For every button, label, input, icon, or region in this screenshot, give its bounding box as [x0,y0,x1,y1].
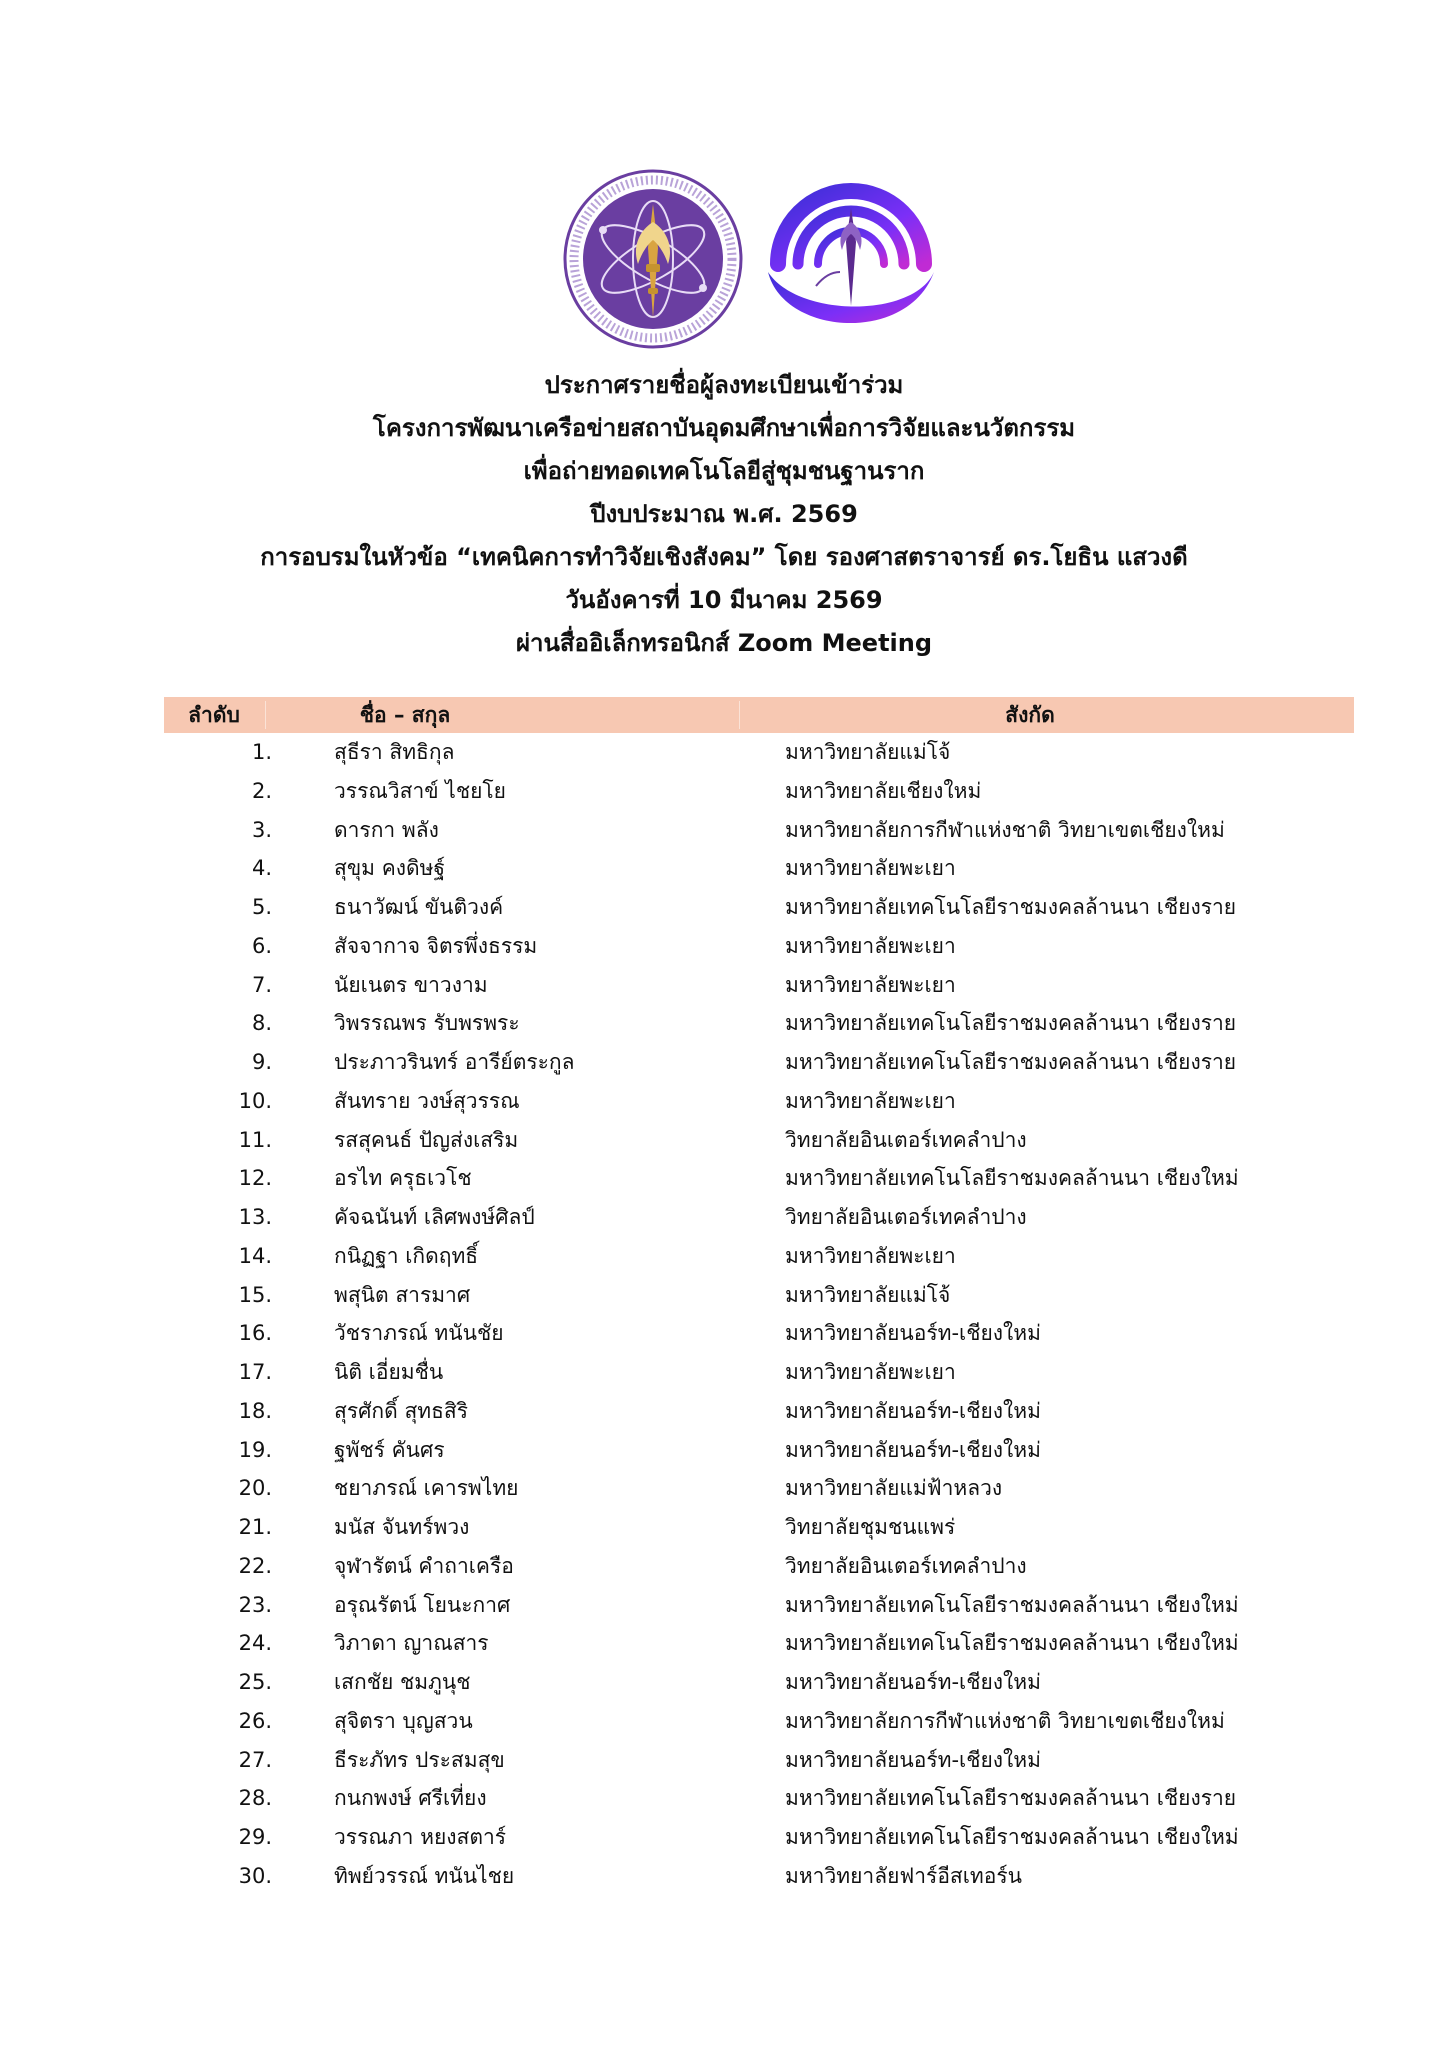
registrant-name: ธนาวัฒน์ ขันติวงค์ [334,895,504,919]
table-row [164,1276,1354,1315]
row-number: 7. [251,972,272,997]
registrant-affiliation: มหาวิทยาลัยเทคโนโลยีราชมงคลล้านนา เชียงราย [785,895,1237,919]
registrant-name: นัยเนตร ขาวงาม [334,972,488,997]
row-number: 18. [238,1398,272,1423]
table-row [164,1547,1354,1586]
registrant-affiliation: มหาวิทยาลัยเทคโนโลยีราชมงคลล้านนา เชียงใหม่ [785,1631,1239,1656]
heading-project: โครงการพัฒนาเครือข่ายสถาบันอุดมศึกษาเพื่อการวิจัยและนวัตกรรม [372,414,1076,442]
registrant-name: วรรณวิสาข์ ไชยโย [334,778,506,803]
registrant-name: สุรศักดิ์ สุทธสิริ [334,1398,469,1423]
table-row [164,1004,1354,1043]
registrant-name: กนิฏฐา เกิดฤทธิ์ [334,1243,479,1268]
table-row [164,1469,1354,1508]
registrant-name: คัจฉนันท์ เลิศพงษ์ศิลป์ [334,1205,535,1229]
registrant-affiliation: มหาวิทยาลัยพะเยา [785,933,956,958]
table-row [164,1508,1354,1547]
registrant-affiliation: มหาวิทยาลัยเทคโนโลยีราชมงคลล้านนา เชียงราย [785,1011,1237,1036]
table-row [164,1082,1354,1121]
registrant-name: อรุณรัตน์ โยนะกาศ [334,1592,511,1617]
table-row [164,1392,1354,1431]
row-number: 24. [238,1631,272,1656]
network-logo [758,168,944,350]
table-row [164,733,1354,772]
registrant-name: ชยาภรณ์ เคารพไทย [334,1476,519,1501]
registrant-affiliation: มหาวิทยาลัยแม่ฟ้าหลวง [785,1476,1003,1501]
registrant-affiliation: วิทยาลัยอินเตอร์เทคลำปาง [785,1127,1027,1152]
row-number: 14. [238,1243,272,1268]
registrant-name: รสสุคนธ์ ปัญส่งเสริม [334,1127,519,1152]
registrant-name: ทิพย์วรรณ์ ทนันไชย [334,1863,515,1888]
network-emblem-icon [758,168,944,350]
heading-fiscal-year: ปีงบประมาณ พ.ศ. 2569 [590,500,858,528]
registrant-name: ดารกา พลัง [334,817,439,842]
table-row [164,1353,1354,1392]
heading-date: วันอังคารที่ 10 มีนาคม 2569 [565,586,883,614]
registrant-name: วิพรรณพร รับพรพระ [334,1011,520,1036]
table-header [164,697,1354,733]
row-number: 15. [238,1282,272,1307]
row-number: 22. [238,1553,272,1578]
table-body [164,733,1354,1896]
registrant-affiliation: มหาวิทยาลัยแม่โจ้ [785,1282,951,1307]
registrant-name: สุจิตรา บุญสวน [334,1708,473,1733]
row-number: 12. [238,1166,272,1191]
table-row [164,888,1354,927]
table-row [164,1043,1354,1082]
table-row [164,1198,1354,1237]
row-number: 10. [238,1088,272,1113]
registrant-name: เสกชัย ชมภูนุช [334,1670,471,1694]
mhesi-ministry-logo [562,168,744,350]
registrant-affiliation: มหาวิทยาลัยนอร์ท-เชียงใหม่ [785,1747,1041,1772]
registrant-affiliation: มหาวิทยาลัยนอร์ท-เชียงใหม่ [785,1321,1041,1346]
row-number: 19. [238,1437,272,1462]
heading-title: ประกาศรายชื่อผู้ลงทะเบียนเข้าร่วม [544,371,904,399]
registrant-affiliation: มหาวิทยาลัยพะเยา [785,1360,956,1384]
table-row [164,1431,1354,1470]
row-number: 28. [238,1786,272,1811]
registrant-table [164,697,1354,1896]
row-number: 8. [251,1011,272,1036]
registrant-affiliation: มหาวิทยาลัยฟาร์อีสเทอร์น [785,1863,1023,1888]
heading-project-goal: เพื่อถ่ายทอดเทคโนโลยีสู่ชุมชนฐานราก [523,457,925,485]
registrant-affiliation: มหาวิทยาลัยพะเยา [785,1243,956,1268]
registrant-name: สุขุม คงดิษฐ์ [334,856,446,881]
registrant-name: กนกพงษ์ ศรีเที่ยง [334,1786,487,1811]
registrant-affiliation: มหาวิทยาลัยนอร์ท-เชียงใหม่ [785,1437,1041,1462]
registrant-name: วิภาดา ญาณสาร [334,1631,489,1656]
registrant-affiliation: มหาวิทยาลัยนอร์ท-เชียงใหม่ [785,1670,1041,1694]
row-number: 3. [251,817,272,842]
column-header-no: ลำดับ [188,703,240,727]
row-number: 5. [251,895,272,919]
table-row [164,1624,1354,1663]
table-row [164,1779,1354,1818]
table-row [164,849,1354,888]
registrant-name: นิติ เอี่ยมชื่น [334,1360,444,1384]
heading-medium: ผ่านสื่ออิเล็กทรอนิกส์ Zoom Meeting [515,629,933,657]
row-number: 2. [251,778,272,803]
table-row [164,1663,1354,1702]
row-number: 25. [238,1670,272,1694]
registrant-affiliation: มหาวิทยาลัยเชียงใหม่ [785,778,982,803]
registrant-name: วัชราภรณ์ ทนันชัย [334,1321,504,1346]
row-number: 11. [238,1127,272,1152]
row-number: 29. [238,1825,272,1849]
table-row [164,1702,1354,1741]
registrant-affiliation: มหาวิทยาลัยเทคโนโลยีราชมงคลล้านนา เชียงราย [785,1786,1237,1811]
table-row [164,772,1354,811]
registrant-name: สันทราย วงษ์สุวรรณ [334,1088,520,1113]
registrant-affiliation: มหาวิทยาลัยพะเยา [785,1088,956,1113]
row-number: 13. [238,1205,272,1229]
heading-training-topic: การอบรมในหัวข้อ “เทคนิคการทำวิจัยเชิงสังคม” โดย รองศาสตราจารย์ ดร.โยธิน แสวงดี [260,543,1188,571]
registrant-affiliation: วิทยาลัยอินเตอร์เทคลำปาง [785,1205,1027,1229]
registrant-name: ประภาวรินทร์ อารีย์ตระกูล [334,1050,575,1074]
table-row [164,1159,1354,1198]
registrant-name: สุธีรา สิทธิกุล [334,740,455,764]
row-number: 23. [238,1592,272,1617]
registrant-name: ธีระภัทร ประสมสุข [334,1747,505,1772]
table-row [164,927,1354,966]
table-row [164,811,1354,850]
row-number: 4. [251,856,272,881]
registrant-affiliation: มหาวิทยาลัยพะเยา [785,972,956,997]
registrant-affiliation: มหาวิทยาลัยนอร์ท-เชียงใหม่ [785,1398,1041,1423]
registrant-name: วรรณภา หยงสตาร์ [334,1825,507,1849]
registrant-affiliation: วิทยาลัยอินเตอร์เทคลำปาง [785,1553,1027,1578]
table-row [164,1121,1354,1160]
registrant-name: ฐพัชร์ คันศร [334,1437,445,1462]
row-number: 6. [251,933,272,958]
row-number: 20. [238,1476,272,1501]
row-number: 30. [238,1863,272,1888]
registrant-affiliation: มหาวิทยาลัยเทคโนโลยีราชมงคลล้านนา เชียงใหม่ [785,1825,1239,1849]
table-row [164,1741,1354,1780]
row-number: 1. [251,740,272,764]
registrant-affiliation: มหาวิทยาลัยการกีฬาแห่งชาติ วิทยาเขตเชียงใหม่ [785,1708,1225,1733]
registrant-affiliation: มหาวิทยาลัยแม่โจ้ [785,740,951,764]
row-number: 26. [238,1708,272,1733]
registrant-name: สัจจากาจ จิตรพึ่งธรรม [334,933,538,958]
registrant-name: อรไท ครุธเวโช [334,1166,472,1191]
table-row [164,1818,1354,1857]
registrant-affiliation: มหาวิทยาลัยเทคโนโลยีราชมงคลล้านนา เชียงใหม่ [785,1592,1239,1617]
registrant-name: จุฬารัตน์ คำถาเครือ [334,1553,514,1578]
logo-header [0,168,1448,358]
row-number: 27. [238,1747,272,1772]
registrant-affiliation: มหาวิทยาลัยเทคโนโลยีราชมงคลล้านนา เชียงใหม่ [785,1166,1239,1191]
row-number: 16. [238,1321,272,1346]
registrant-affiliation: มหาวิทยาลัยการกีฬาแห่งชาติ วิทยาเขตเชียงใหม่ [785,817,1225,842]
table-row [164,1857,1354,1896]
row-number: 21. [238,1515,272,1539]
announcement-heading [0,364,1448,665]
table-row [164,1237,1354,1276]
table-row [164,1586,1354,1625]
registrant-name: พสุนิต สารมาศ [334,1282,471,1307]
column-header-name: ชื่อ – สกุล [359,703,451,727]
registrant-name: มนัส จันทร์พวง [334,1515,470,1539]
mhesi-emblem-icon [562,168,744,350]
registrant-affiliation: มหาวิทยาลัยพะเยา [785,856,956,881]
column-header-affiliation: สังกัด [1005,703,1055,727]
registrant-affiliation: มหาวิทยาลัยเทคโนโลยีราชมงคลล้านนา เชียงราย [785,1050,1237,1074]
table-row [164,1314,1354,1353]
table-row [164,966,1354,1005]
row-number: 9. [251,1050,272,1074]
registrant-affiliation: วิทยาลัยชุมชนแพร่ [785,1515,956,1539]
row-number: 17. [238,1360,272,1384]
